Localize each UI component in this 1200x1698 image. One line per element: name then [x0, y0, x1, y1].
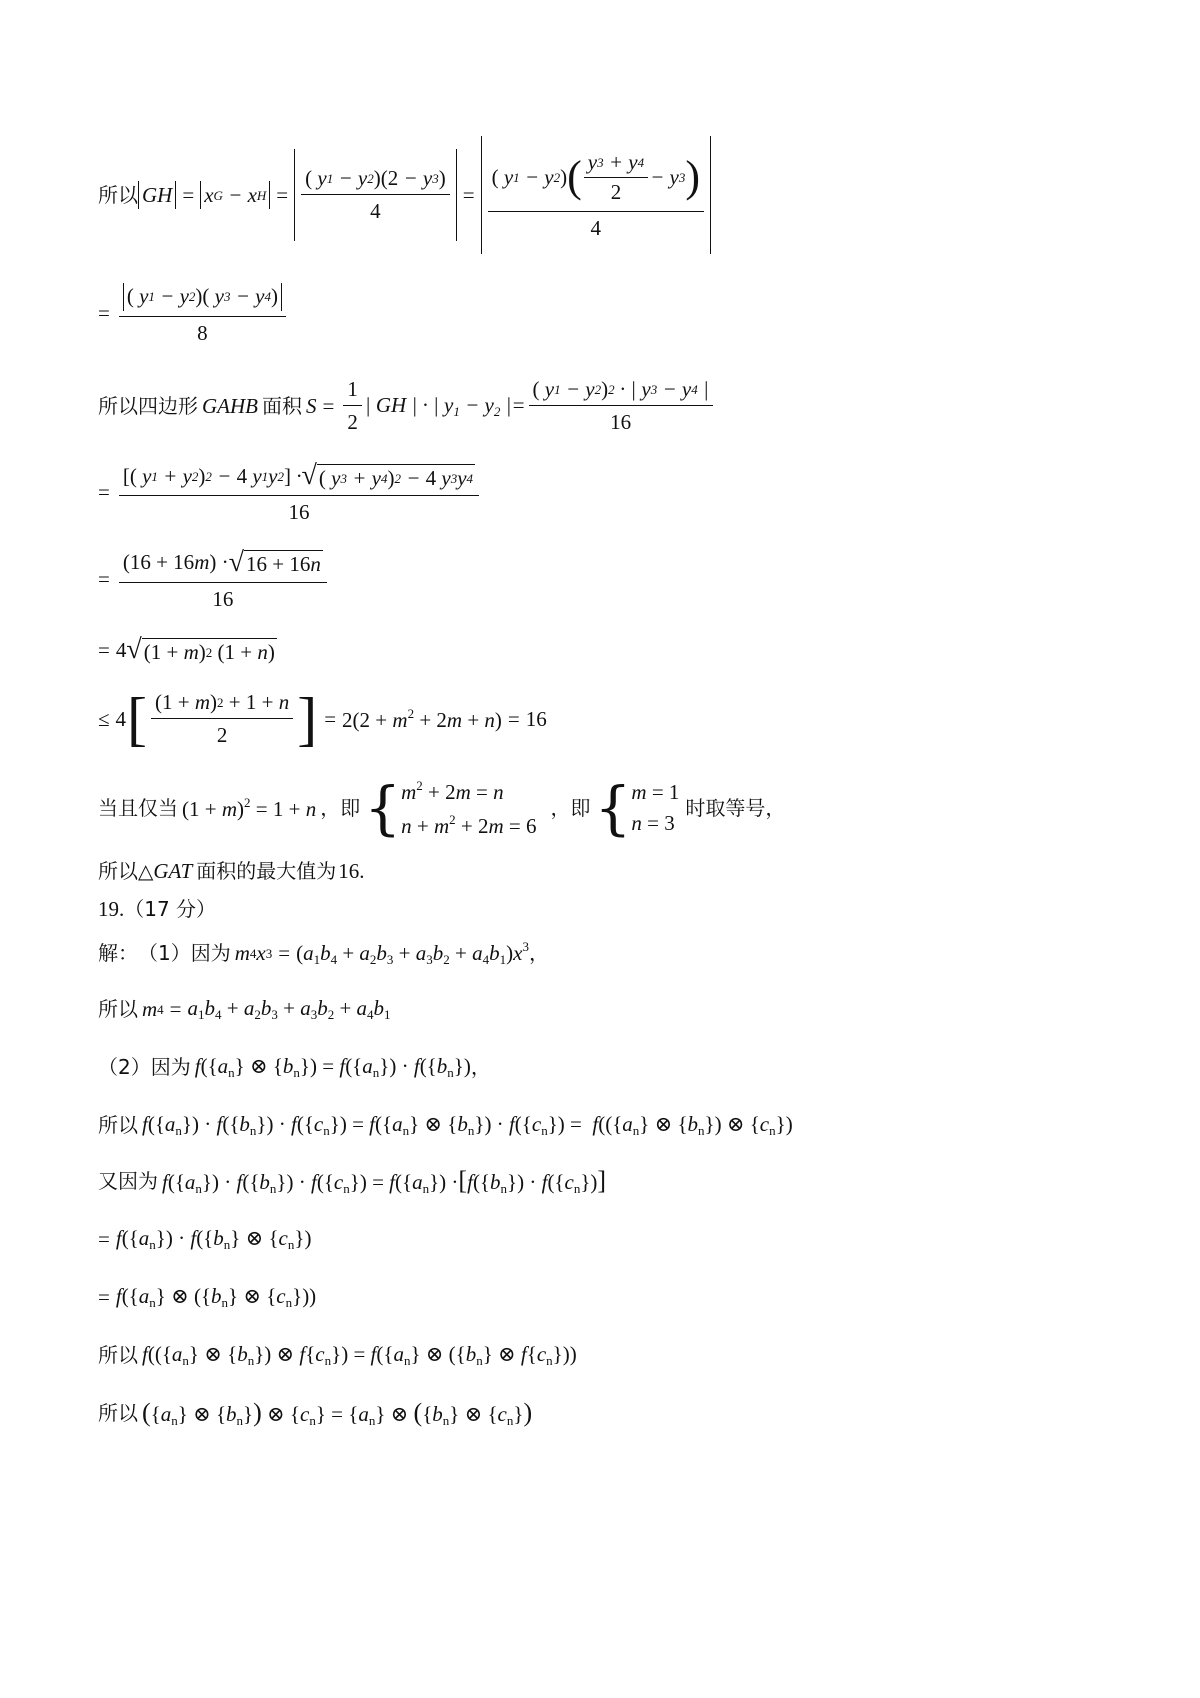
- ji-label-2: ，即: [550, 796, 591, 820]
- area-expand-line: = [ ( y 1 + y 2 ) 2 − 4 y 1 y 2 ] · √ ( y 3 + y 4 ) 2 − 4 y 3 y 4 16: [98, 455, 482, 530]
- area-root-line: = 4 √ (1 + m ) 2 (1 + n ): [98, 634, 275, 665]
- fraction-2: ( y 1 − y 2 ) ( y 3 + y 4 2 − y 3 ) 4: [488, 152, 704, 239]
- system-2: { m = 1 n = 3: [594, 774, 680, 842]
- triangle-name: GAT: [153, 858, 193, 883]
- max-area-value: 16.: [338, 858, 365, 883]
- part2-line-6: 所以 $f((\{a_n\}$ ⊗ $\{b_n\}$) ⊗ $f\{c_n\}) = f(\{a_n\}$ ⊗ ($\{b_n\}$ ⊗ $f\{c_n\}$)): [98, 1341, 577, 1368]
- part2-line-3: 又因为 $f(\{a_n\}) \cdot f(\{b_n\}) \cdot f(\{c_n\}) = f(\{a_n\}) \cdot[f(\{b_n\}) \cdot f(\{c_n\})]$: [98, 1165, 607, 1196]
- part2-line-4: = $f(\{a_n\}) \cdot f(\{b_n\}$ ⊗ $\{c_n\}$): [98, 1225, 312, 1252]
- ji-label-1: ，即: [320, 796, 361, 820]
- gh-length-line: 所以 GH = x G − x H = ( y 1 − y 2 )( 2 − y 3 ) 4 = ( y 1 − y 2 ) ( y 3 + y 4 2 − y 3 ) 4: [98, 140, 711, 250]
- part1-line-1: 解： （1） 因为 m 4 x 3 = $(a_1b_4 + a_2b_3 + a_3b_2 + a_4b_1)x^3$ ，: [98, 939, 549, 967]
- fraction-area: ( y 1 − y 2 ) 2 · | y 3 − y 4 | 16: [529, 379, 713, 433]
- suoyi-sibianxing-label: 所以四边形: [98, 394, 198, 418]
- problem-19-header: [98, 896, 216, 922]
- part1-line-2: 所以 m 4 = $a_1b_4 + a_2b_3 + a_3b_2 + a_4b_1$: [98, 995, 391, 1022]
- dangqie-label: 当且仅当: [98, 796, 178, 820]
- quad-name: GAHB: [202, 393, 258, 418]
- abs-fraction-1: [294, 149, 457, 241]
- area-bound-line: ≤ 4 [ (1 + m ) 2 + 1 + n 2 ] = $2(2 + m^2 + 2m + n)$ = 16: [98, 686, 547, 752]
- part2-line-5: = $f(\{a_n\}$ ⊗ ($\{b_n\}$ ⊗ $\{c_n\}$)): [98, 1283, 317, 1310]
- abs-xg-xh: x G − x H: [200, 181, 270, 209]
- max-area-line: 所以△ GAT 面积的最大值为 16.: [98, 858, 365, 883]
- equality-condition-line: 当且仅当 $(1 + m)^2 = 1 + n$ ，即 { $m^2 + 2m = n$ $n + m^2 + 2m = 6$ ，即 { m = 1 n = 3 时取等号，: [98, 774, 786, 842]
- fraction-1: ( y 1 − y 2 )( 2 − y 3 ) 4: [301, 168, 450, 222]
- problem-number: 19.: [98, 896, 125, 921]
- part2-line-2: 所以 $f(\{a_n\}) \cdot f(\{b_n\}) \cdot f(\{c_n\}) = f(\{a_n\}$ ⊗ $\{b_n\}) \cdot f(\{c_n\}) = f((\{a_n\}$ ⊗ $\{b_n\}$) ⊗ $\{c_n\}$): [98, 1111, 793, 1138]
- part2-conclusion: 所以 ($\{a_n\}$ ⊗ $\{b_n\}$) ⊗ $\{c_n\} = \{a_n\}$ ⊗ ($\{b_n\}$ ⊗ $\{c_n\}$): [98, 1397, 533, 1428]
- area-line: 所以四边形 GAHB 面积 S = $\frac{1}{2}$ | GH | · | $y_1 - y_2$ |= ( y 1 − y 2 ) 2 · | y 3 − y 4 | 16: [98, 378, 716, 434]
- shiqu-label: 时取等号，: [685, 796, 786, 820]
- abs-gh: GH: [138, 181, 176, 209]
- problem-score: （17 分）: [124, 897, 217, 921]
- fraction-area-expand: [ ( y 1 + y 2 ) 2 − 4 y 1 y 2 ] · √ ( y 3 + y 4 ) 2 − 4 y 3 y 4 16: [119, 462, 479, 523]
- mianji-label: 面积: [262, 394, 302, 418]
- area-substitute-line: = (16 + 16m) · √ 16 + 16 n 16: [98, 545, 330, 613]
- gh-simplified-line: = ( y 1 − y 2 )( y 3 − y 4 ) 8: [98, 283, 289, 343]
- fraction-gh-simplified: ( y 1 − y 2 )( y 3 − y 4 ) 8: [119, 283, 286, 344]
- fraction-area-substitute: (16 + 16m) · √ 16 + 16 n 16: [119, 549, 327, 610]
- system-1: { $m^2 + 2m = n$ $n + m^2 + 2m = 6$: [364, 774, 537, 842]
- suoyi-label: 所以: [98, 183, 138, 207]
- fraction-bound: (1 + m ) 2 + 1 + n 2: [151, 692, 293, 746]
- part2-line-1: （2） 因为 $f(\{a_n\}$ ⊗ $\{b_n\}) = f(\{a_n\}) \cdot f(\{b_n\})$ ，: [98, 1053, 491, 1080]
- abs-fraction-2: [481, 136, 711, 254]
